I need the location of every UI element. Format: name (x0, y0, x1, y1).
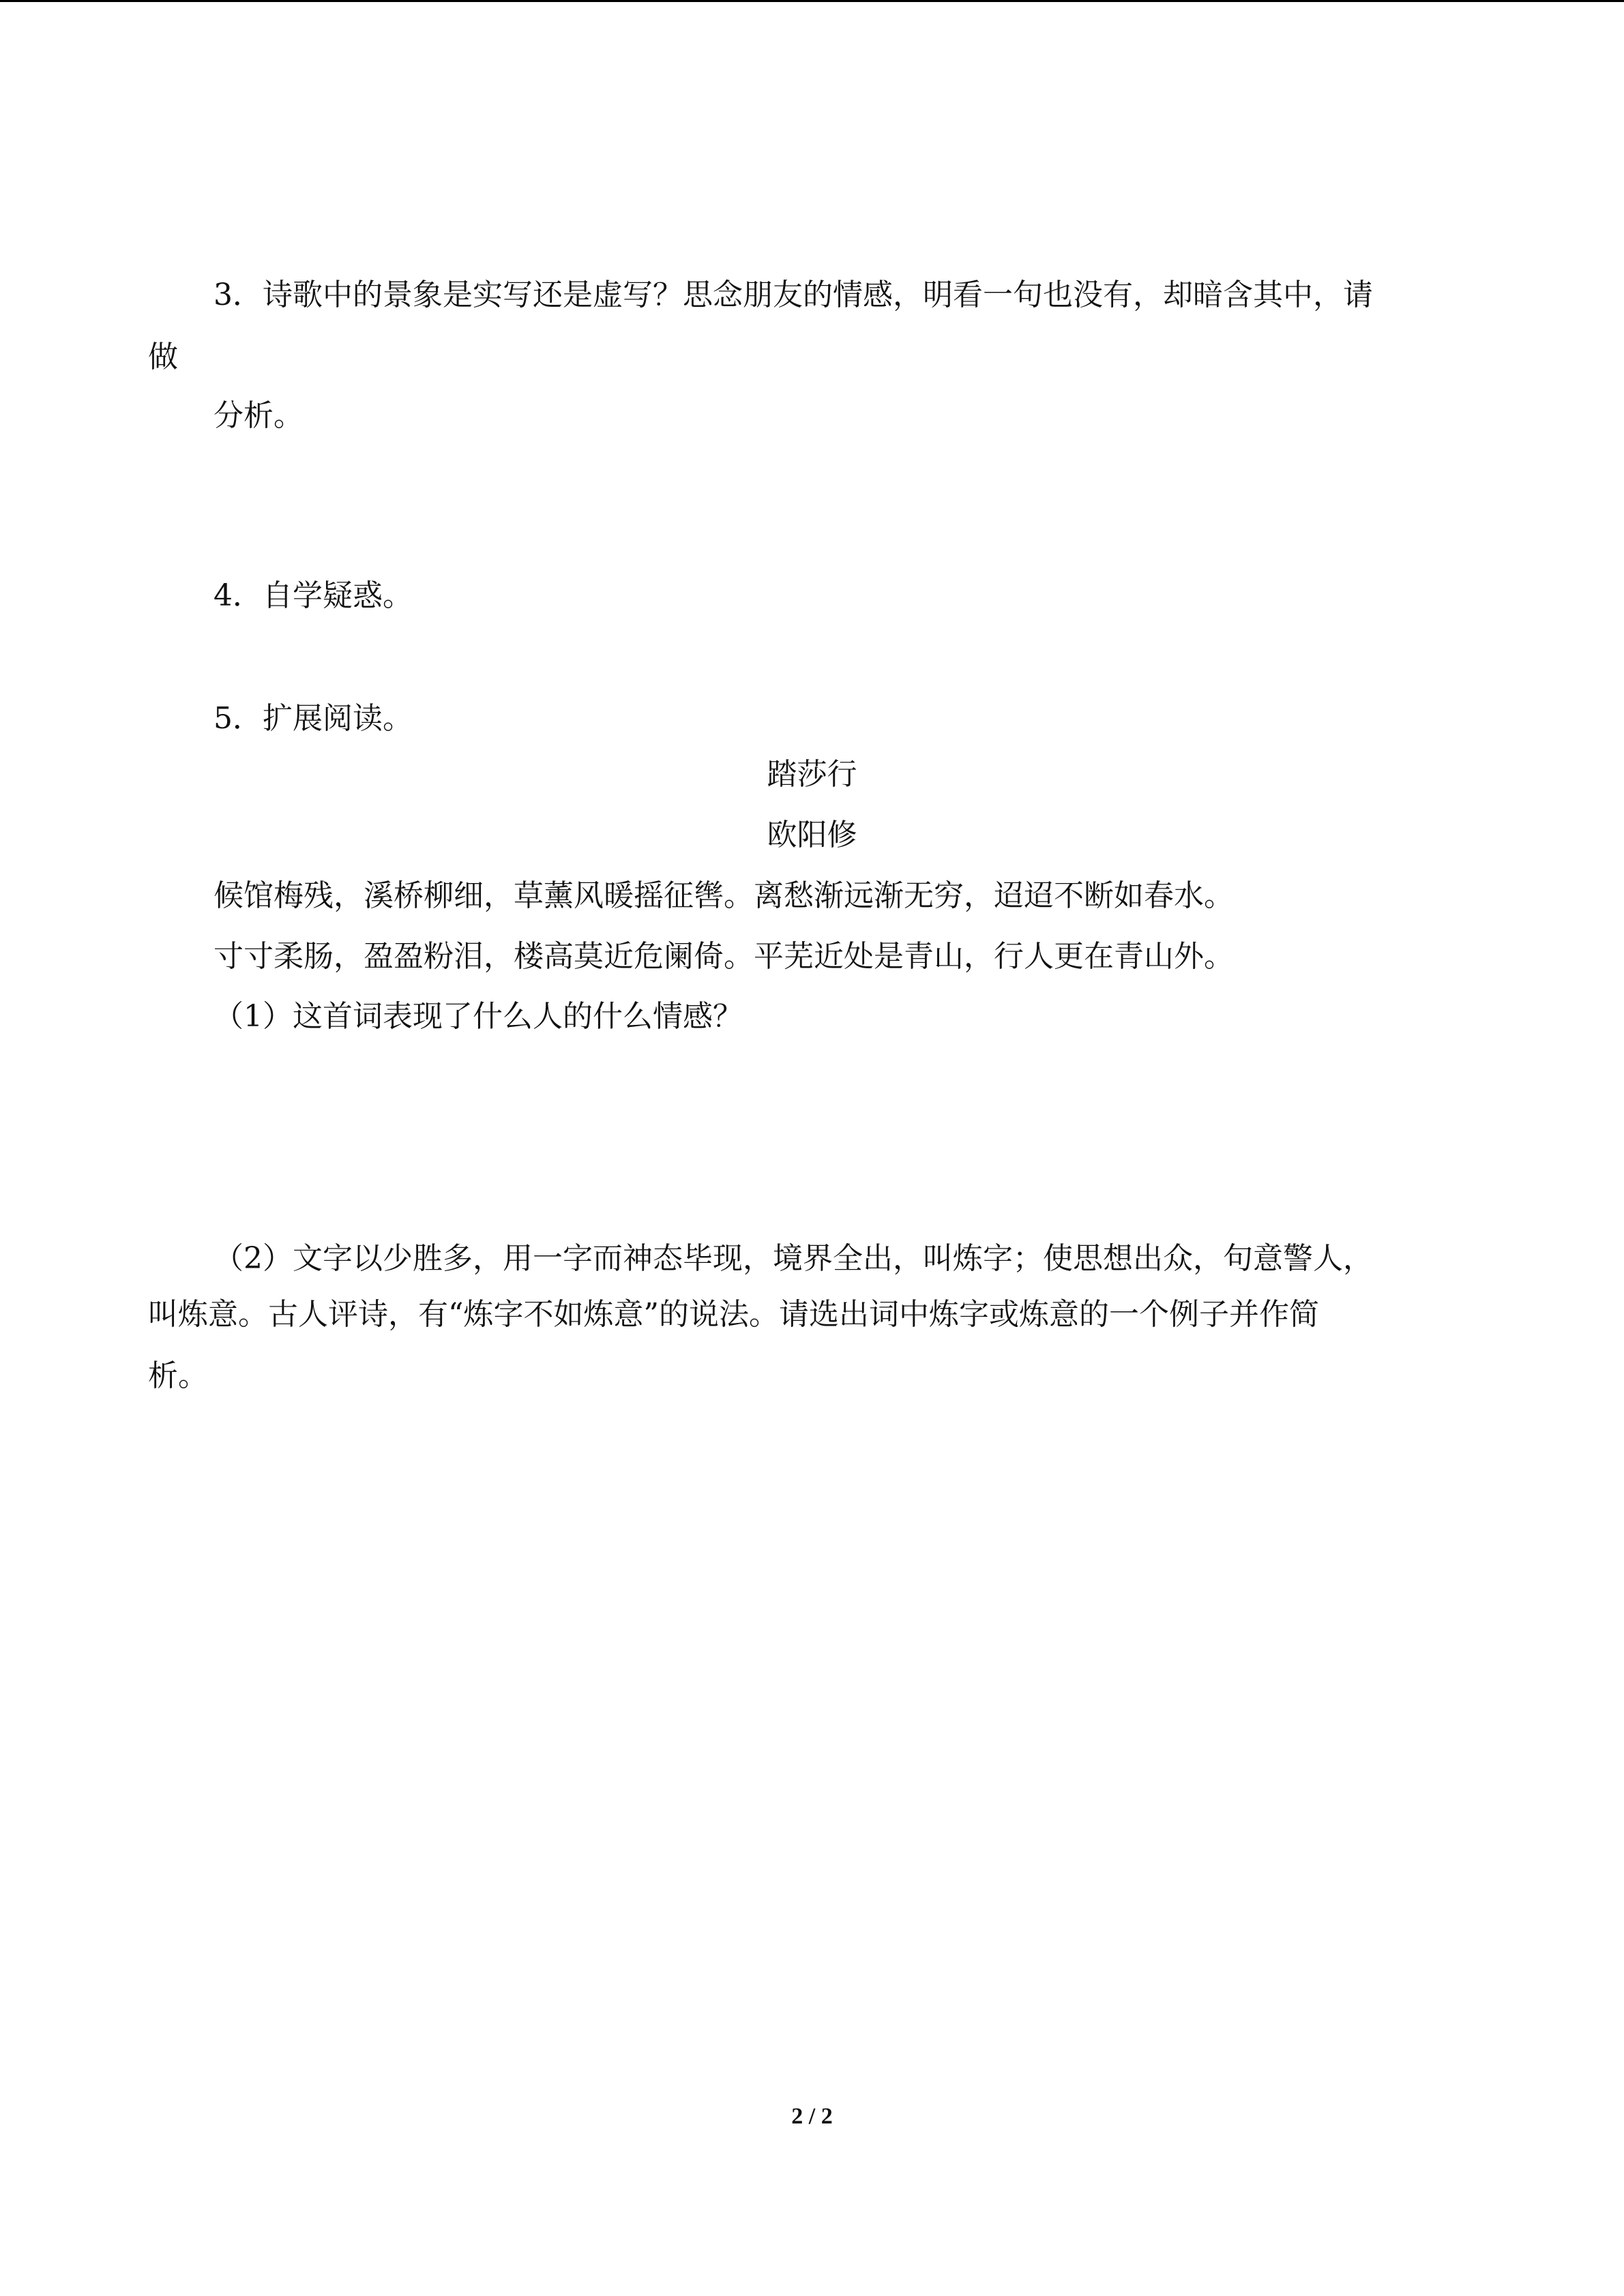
sub-question-2-line-2: 叫炼意。古人评诗，有“炼字不如炼意”的说法。请选出词中炼字或炼意的一个例子并作简 (148, 1297, 1319, 1332)
poem-line-1: 候馆梅残，溪桥柳细，草薰风暖摇征辔。离愁渐远渐无穷，迢迢不断如春水。 (213, 878, 1234, 913)
question-3-line-1: 3．诗歌中的景象是实写还是虚写？思念朋友的情感，明看一句也没有，却暗含其中，请 (213, 278, 1373, 312)
question-5-heading: 5．扩展阅读。 (213, 701, 413, 736)
poem-author: 欧阳修 (767, 818, 857, 852)
question-4: 4．自学疑惑。 (213, 578, 413, 613)
question-3-line-3: 分析。 (213, 398, 304, 433)
poem-title: 踏莎行 (767, 757, 857, 792)
page-number: 2 / 2 (791, 2104, 833, 2129)
sub-question-2-line-1: （2）文字以少胜多，用一字而神态毕现，境界全出，叫炼字；使思想出众，句意警人， (213, 1241, 1373, 1276)
poem-line-2: 寸寸柔肠，盈盈粉泪，楼高莫近危阑倚。平芜近处是青山，行人更在青山外。 (213, 939, 1234, 974)
question-3-line-2: 做 (148, 340, 178, 374)
sub-question-2-line-3: 析。 (148, 1358, 208, 1393)
top-border-line (0, 0, 1624, 2)
sub-question-1: （1）这首词表现了什么人的什么情感？ (213, 999, 743, 1034)
